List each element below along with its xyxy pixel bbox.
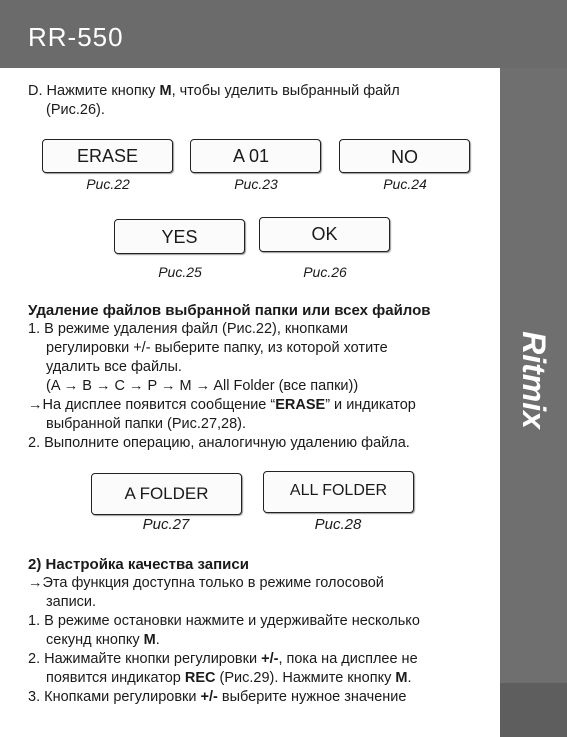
display-no: NO — [339, 139, 470, 173]
side-band-bottom — [500, 683, 567, 737]
caption-fig24: Рис.24 — [383, 176, 427, 192]
caption-fig22: Рис.22 — [86, 176, 130, 192]
caption-fig26: Рис.26 — [303, 264, 347, 280]
section1-body: 1. В режиме удаления файл (Рис.22), кнопками регулировки +/- выберите папку, из которой хотите удалить все файлы. (A → B → C → P → M → All Folder (все папки)) →На дисплее появится сообщение “ERASE” и индикатор выбранной папки (Рис.27,28). 2. Выполните операцию, аналогичную удалению файла. — [28, 321, 416, 451]
section2-body: →Эта функция доступна только в режиме голосовой записи. 1. В режиме остановки нажмите и удерживайте несколько секунд кнопку M. 2. Нажимайте кнопки регулировки +/-, пока на дисплее не появится индикатор REC (Рис.29). Нажмите кнопку M. 3. Кнопками регулировки +/- выберите нужное значение — [28, 575, 420, 705]
display-a01: A 01 — [190, 139, 321, 173]
caption-fig28: Рис.28 — [314, 516, 362, 533]
brand-logo: Ritmix — [516, 331, 552, 429]
caption-fig27: Рис.27 — [142, 516, 190, 533]
caption-fig25: Рис.25 — [158, 264, 202, 280]
display-a-folder: A FOLDER — [91, 473, 242, 515]
display-all-folder: ALL FOLDER — [263, 471, 414, 513]
section2-title: 2) Настройка качества записи — [28, 556, 249, 573]
display-ok: OK — [259, 217, 390, 252]
caption-fig23: Рис.23 — [234, 176, 278, 192]
model-title: RR-550 — [28, 22, 124, 52]
display-yes: YES — [114, 219, 245, 254]
display-erase: ERASE — [42, 139, 173, 173]
section1-title: Удаление файлов выбранной папки или всех файлов — [28, 302, 431, 319]
step-d: D. Нажмите кнопку M, чтобы уделить выбранный файл (Рис.26). — [28, 83, 400, 118]
